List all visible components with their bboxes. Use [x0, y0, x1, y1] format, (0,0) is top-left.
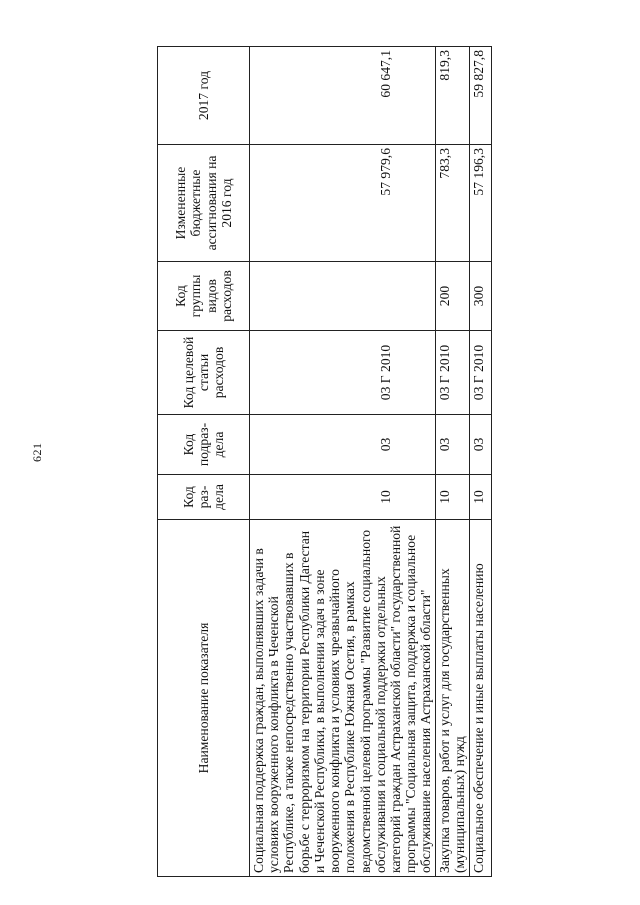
header-name: Наименование показателя [158, 520, 250, 877]
header-2016: Измененные бюджетные ассигнования на 2016 год [158, 145, 250, 262]
row-razdel: 10 [250, 475, 436, 520]
table-row [250, 47, 436, 877]
table-row [469, 47, 491, 877]
row-2017: 59 827,8 [469, 47, 491, 145]
header-razdel: Код раз-дела [158, 475, 250, 520]
row-name: Социальное обеспечение и иные выплаты населению [469, 520, 491, 877]
row-vid [250, 262, 436, 331]
row-vid: 300 [469, 262, 491, 331]
row-name: Социальная поддержка граждан, выполнявших задачи в условиях вооруженного конфликта в Чеченской Республике, а также непосредственно участвовавших в борьбе с терроризмом на территории Республики Дагестан и Чеченской Республики, в выполнении задач в зоне вооруженного конфликта и условиях чрезвычайного положения в Республике Южная Осетия, в рамках ведомственной целевой программы "Развитие социального обслуживания и социальной поддержки отдельных категорий граждан Астраханской области" государственной программы "Социальная защита, поддержка и социальное обслуживание населения Астраханской области" [250, 520, 436, 877]
header-celevoy: Код целевой статьи расходов [158, 331, 250, 415]
row-celevoy: 03 Г 2010 [469, 331, 491, 415]
row-podrazdel: 03 [469, 415, 491, 475]
row-name: Закупка товаров, работ и услуг для государственных (муниципальных) нужд [435, 520, 469, 877]
row-podrazdel: 03 [435, 415, 469, 475]
rotated-table-container [157, 47, 486, 877]
row-razdel: 10 [469, 475, 491, 520]
header-2017: 2017 год [158, 47, 250, 145]
row-2017: 60 647,1 [250, 47, 436, 145]
row-2016: 57 979,6 [250, 145, 436, 262]
row-celevoy: 03 Г 2010 [250, 331, 436, 415]
row-razdel: 10 [435, 475, 469, 520]
row-2016: 57 196,3 [469, 145, 491, 262]
row-celevoy: 03 Г 2010 [435, 331, 469, 415]
page-number: 621 [30, 442, 44, 462]
row-2017: 819,3 [435, 47, 469, 145]
row-2016: 783,3 [435, 145, 469, 262]
header-podrazdel: Код подраз-дела [158, 415, 250, 475]
table-row [435, 47, 469, 877]
table-header-row [158, 47, 250, 877]
header-vid: Код группы видов расходов [158, 262, 250, 331]
budget-table [157, 46, 492, 877]
row-vid: 200 [435, 262, 469, 331]
row-podrazdel: 03 [250, 415, 436, 475]
